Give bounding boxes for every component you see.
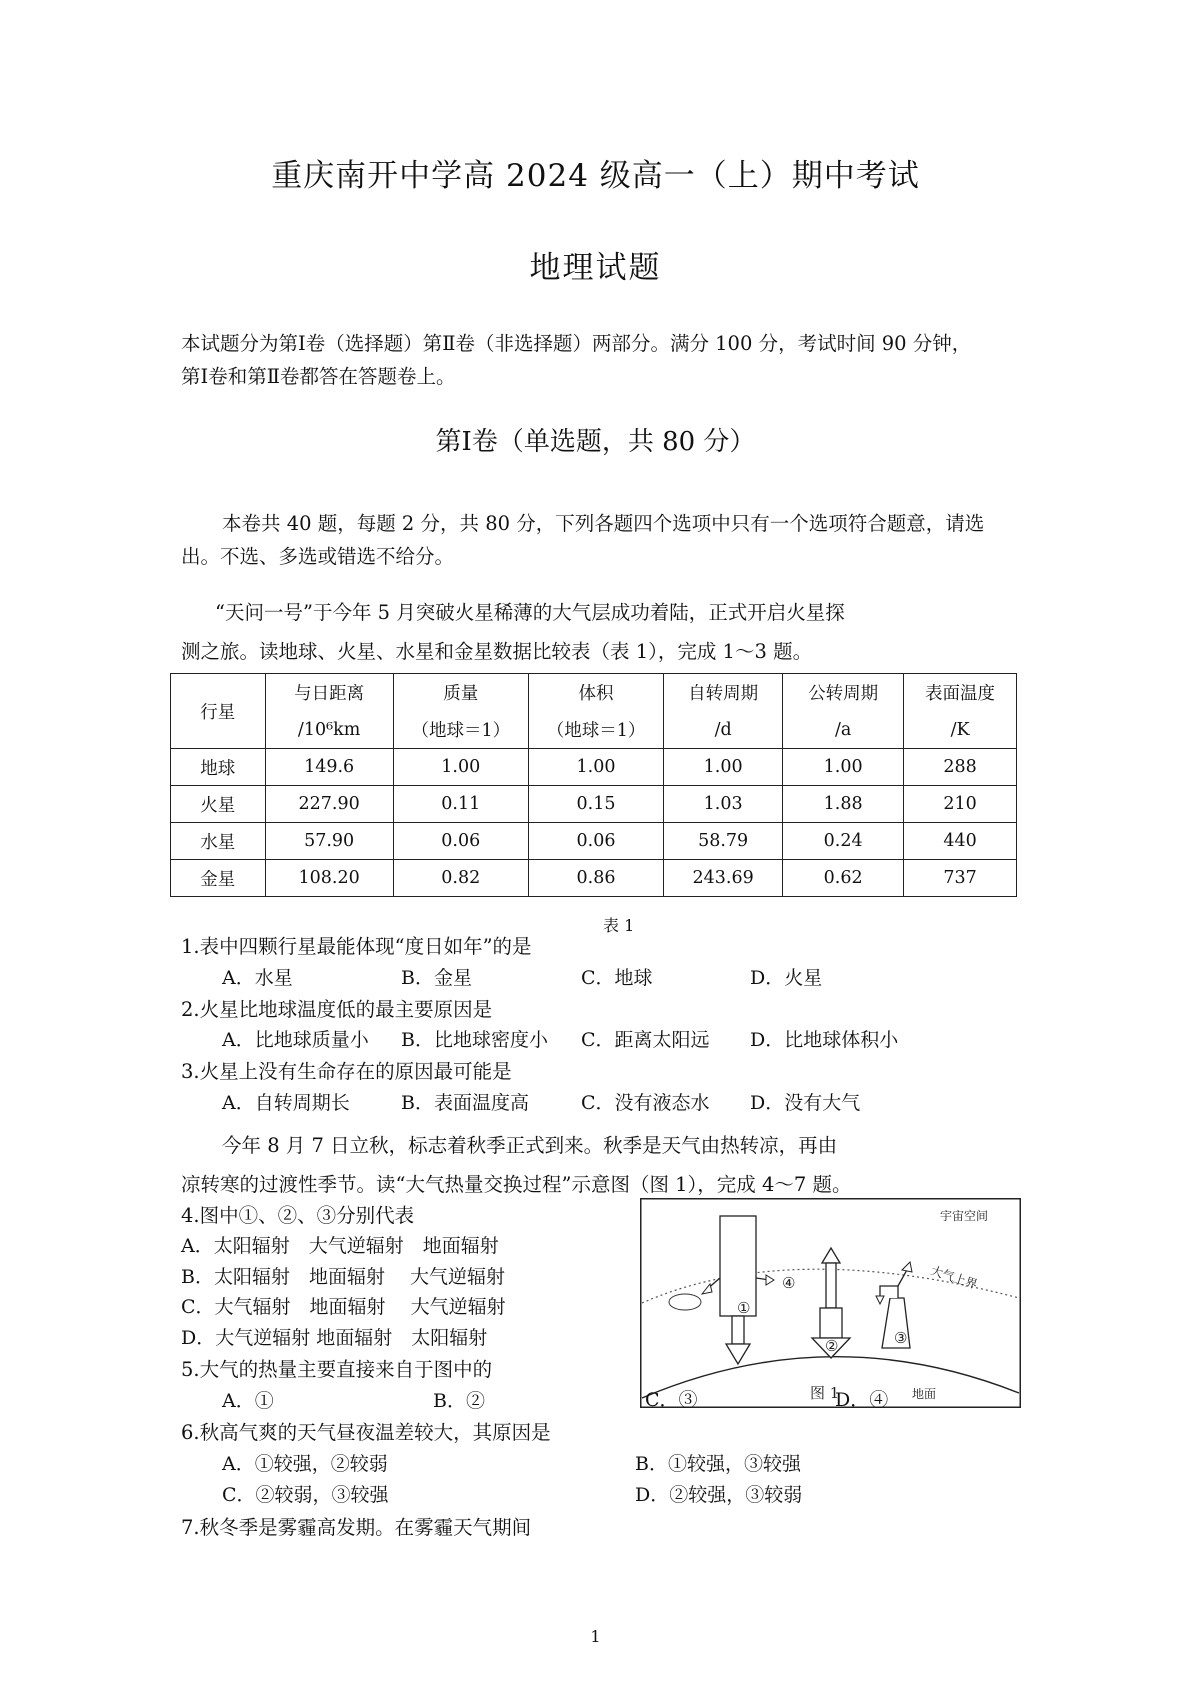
table-cell: 0.15 xyxy=(528,786,663,823)
unit-distance: /10⁶km xyxy=(265,711,393,749)
table-cell: 1.00 xyxy=(528,749,663,786)
question-4: 4.图中①、②、③分别代表 xyxy=(181,1204,415,1227)
table-cell: 火星 xyxy=(171,786,266,823)
header-temperature: 表面温度 xyxy=(904,674,1017,712)
unit-rotation: /d xyxy=(664,711,783,749)
passage1-line-2: 测之旅。读地球、火星、水星和金星数据比较表（表 1），完成 1～3 题。 xyxy=(181,640,813,663)
header-volume: 体积 xyxy=(528,674,663,712)
q2-option-c: C．距离太阳远 xyxy=(581,1029,710,1051)
q1-option-c: C．地球 xyxy=(581,967,653,989)
q4-option-a: A．太阳辐射 大气逆辐射 地面辐射 xyxy=(181,1235,499,1257)
q6-option-a: A．①较强，②较弱 xyxy=(222,1453,388,1475)
q5-option-d: D．④ xyxy=(835,1389,889,1411)
fig-num-3: ③ xyxy=(894,1329,908,1347)
passage1-line-1: “天问一号”于今年 5 月突破火星稀薄的大气层成功着陆，正式开启火星探 xyxy=(215,601,845,624)
q3-option-b: B．表面温度高 xyxy=(401,1092,529,1114)
table-cell: 1.00 xyxy=(664,749,783,786)
q6-option-c: C．②较弱，③较强 xyxy=(222,1484,389,1506)
question-3: 3.火星上没有生命存在的原因最可能是 xyxy=(181,1060,512,1083)
fig-num-1: ① xyxy=(737,1299,751,1317)
section-title: 第Ⅰ卷（单选题，共 80 分） xyxy=(435,427,756,457)
table-cell: 0.06 xyxy=(393,823,528,860)
q4-option-d: D．大气逆辐射 地面辐射 太阳辐射 xyxy=(181,1327,488,1349)
table-cell: 57.90 xyxy=(265,823,393,860)
intro-line-1: 本试题分为第Ⅰ卷（选择题）第Ⅱ卷（非选择题）两部分。满分 100 分，考试时间 90 分钟， xyxy=(181,332,972,355)
table-cell: 1.03 xyxy=(664,786,783,823)
header-planet: 行星 xyxy=(171,674,266,749)
atmosphere-heat-exchange-figure xyxy=(640,1198,1021,1408)
header-distance: 与日距离 xyxy=(265,674,393,712)
header-rotation: 自转周期 xyxy=(664,674,783,712)
unit-mass: （地球＝1） xyxy=(393,711,528,749)
table-cell: 108.20 xyxy=(265,860,393,897)
q1-option-b: B．金星 xyxy=(401,967,472,989)
q5-option-b: B．② xyxy=(433,1390,485,1412)
table-cell: 227.90 xyxy=(265,786,393,823)
table-cell: 149.6 xyxy=(265,749,393,786)
question-2: 2.火星比地球温度低的最主要原因是 xyxy=(181,998,493,1021)
q6-option-b: B．①较强，③较强 xyxy=(635,1453,801,1475)
section-note-1: 本卷共 40 题，每题 2 分，共 80 分，下列各题四个选项中只有一个选项符合题意，请选 xyxy=(222,512,985,535)
question-5: 5.大气的热量主要直接来自于图中的 xyxy=(181,1358,493,1381)
table-cell: 288 xyxy=(904,749,1017,786)
table-row xyxy=(171,860,1017,897)
page-number: 1 xyxy=(590,1627,601,1646)
question-1: 1.表中四颗行星最能体现“度日如年”的是 xyxy=(181,935,532,958)
table-cell: 0.86 xyxy=(528,860,663,897)
table-cell: 0.06 xyxy=(528,823,663,860)
intro-line-2: 第Ⅰ卷和第Ⅱ卷都答在答题卷上。 xyxy=(181,365,456,388)
q1-option-a: A．水星 xyxy=(222,967,293,989)
table-cell: 1.88 xyxy=(783,786,904,823)
table-cell: 210 xyxy=(904,786,1017,823)
q5-option-a: A．① xyxy=(222,1390,274,1412)
table-cell: 440 xyxy=(904,823,1017,860)
header-revolution: 公转周期 xyxy=(783,674,904,712)
table-caption: 表 1 xyxy=(603,916,635,935)
table-cell: 0.62 xyxy=(783,860,904,897)
table-cell: 243.69 xyxy=(664,860,783,897)
table-row xyxy=(171,823,1017,860)
q2-option-a: A．比地球质量小 xyxy=(222,1029,369,1051)
unit-temperature: /K xyxy=(904,711,1017,749)
question-6: 6.秋高气爽的天气昼夜温差较大，其原因是 xyxy=(181,1421,551,1444)
section-note-2: 出。不选、多选或错选不给分。 xyxy=(181,545,455,568)
table-cell: 1.00 xyxy=(393,749,528,786)
table-cell: 1.00 xyxy=(783,749,904,786)
q3-option-c: C．没有液态水 xyxy=(581,1092,710,1114)
q2-option-d: D．比地球体积小 xyxy=(750,1029,899,1051)
table-row xyxy=(171,786,1017,823)
unit-revolution: /a xyxy=(783,711,904,749)
q4-option-c: C．大气辐射 地面辐射 大气逆辐射 xyxy=(181,1296,506,1318)
fig-caption: 图 1 xyxy=(810,1384,840,1402)
subject-title: 地理试题 xyxy=(529,250,662,286)
passage2-line-2: 凉转寒的过渡性季节。读“大气热量交换过程”示意图（图 1），完成 4～7 题。 xyxy=(181,1173,852,1196)
question-7: 7.秋冬季是雾霾高发期。在雾霾天气期间 xyxy=(181,1516,532,1539)
q6-option-d: D．②较强，③较弱 xyxy=(635,1484,803,1506)
table-cell: 地球 xyxy=(171,749,266,786)
fig-ground-label: 地面 xyxy=(912,1387,937,1401)
q5-option-c: C．③ xyxy=(645,1389,698,1411)
header-mass: 质量 xyxy=(393,674,528,712)
table-cell: 0.24 xyxy=(783,823,904,860)
table-cell: 水星 xyxy=(171,823,266,860)
fig-space-label: 宇宙空间 xyxy=(940,1209,989,1223)
planet-data-table xyxy=(170,673,1017,897)
table-cell: 58.79 xyxy=(664,823,783,860)
q4-option-b: B．太阳辐射 地面辐射 大气逆辐射 xyxy=(181,1266,506,1288)
fig-atmos-label: 大气上界 xyxy=(929,1263,980,1292)
table-row xyxy=(171,749,1017,786)
table-cell: 737 xyxy=(904,860,1017,897)
q2-option-b: B．比地球密度小 xyxy=(401,1029,548,1051)
passage2-line-1: 今年 8 月 7 日立秋，标志着秋季正式到来。秋季是天气由热转凉，再由 xyxy=(222,1134,838,1157)
fig-num-4: ④ xyxy=(782,1274,796,1292)
table-cell: 金星 xyxy=(171,860,266,897)
q3-option-a: A．自转周期长 xyxy=(222,1092,350,1114)
q1-option-d: D．火星 xyxy=(750,967,823,989)
exam-title: 重庆南开中学高 2024 级高一（上）期中考试 xyxy=(271,158,920,194)
fig-num-2: ② xyxy=(825,1337,839,1355)
q3-option-d: D．没有大气 xyxy=(750,1092,861,1114)
unit-volume: （地球＝1） xyxy=(528,711,663,749)
table-cell: 0.11 xyxy=(393,786,528,823)
table-cell: 0.82 xyxy=(393,860,528,897)
